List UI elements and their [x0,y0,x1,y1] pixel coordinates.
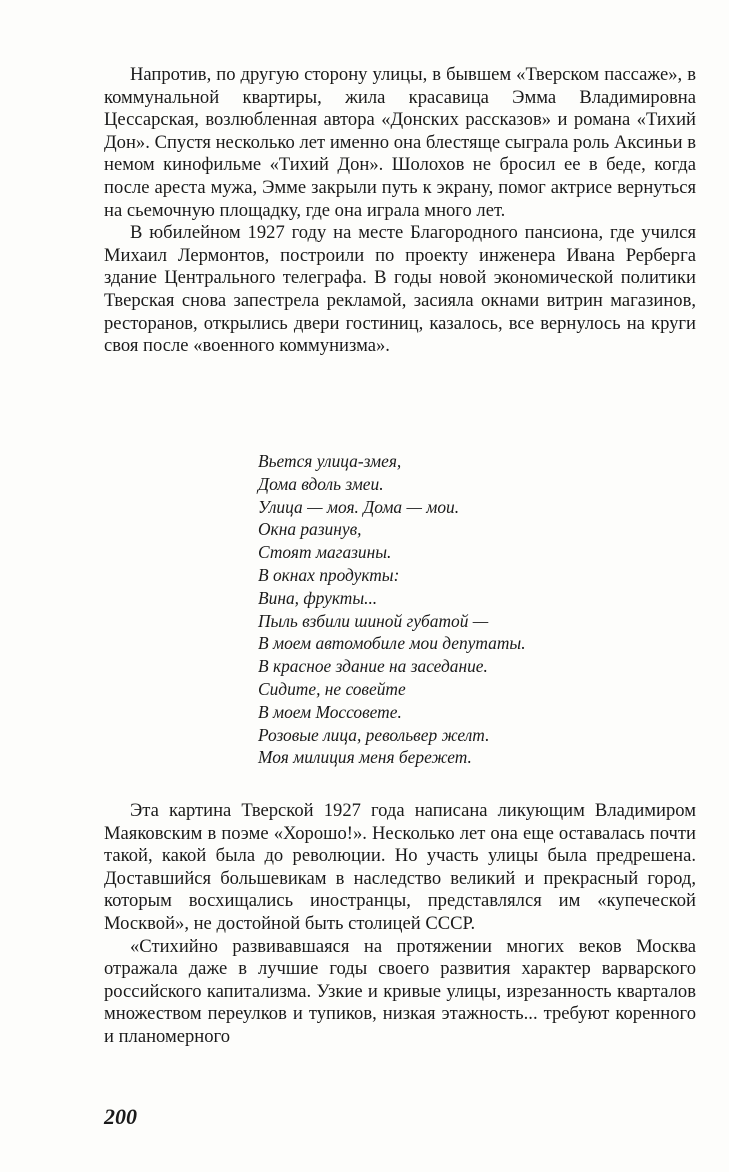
paragraph-tsessarskaya: Напротив, по другую сторону улицы, в бывшем «Тверском пассаже», в коммунальной квартиры, жила красавица Эмма Владимировна Цессарская, возлюбленная автора «Донских рассказов» и романа «Тихий Дон». Спустя несколько лет именно она блестяще сыграла роль Аксиньи в немом кинофильме «Тихий Дон». Шолохов не бросил ее в беде, когда после ареста мужа, Эмме закрыли путь к экрану, помог актрисе вернуться на сьемочную площадку, где она играла много лет. [104,64,696,221]
poem-line: Пыль взбили шиной губатой — [258,610,489,631]
text-block-top [104,64,696,358]
poem-line: Окна разинув, [258,519,362,540]
paragraph-quote: «Стихийно развивавшаяся на протяжении многих веков Москва отражала даже в лучшие годы своего развития характер варварского российского капитализма. Узкие и кривые улицы, изрезанность кварталов множеством переулков и тупиков, низкая этажность... требуют коренного и планомерного [104,935,696,1047]
paragraph-mayakovsky: Эта картина Тверской 1927 года написана ликующим Владимиром Маяковским в поэме «Хорошо!». Несколько лет она еще оставалась почти такой, какой была до революции. Но участь улицы была предрешена. Доставшийся большевикам в наследство великий и прекрасный город, которым восхищались иностранцы, представлялся им «купеческой Москвой», не достойной быть столицей СССР. [104,800,696,934]
poem-line: В окнах продукты: [258,564,400,585]
poem-line: Улица — моя. Дома — мои. [258,496,460,517]
poem-line: В красное здание на заседание. [258,656,488,677]
poem-line: Розовые лица, револьвер желт. [258,724,490,745]
poem-line: Моя милиция меня бережет. [258,747,472,768]
paragraph-telegraph: В юбилейном 1927 году на месте Благородного пансиона, где учился Михаил Лермонтов, построили по проекту инженера Ивана Рерберга здание Центрального телеграфа. В годы новой экономической политики Тверская снова запестрела рекламой, засияла окнами витрин магазинов, ресторанов, открылись двери гостиниц, казалось, все вернулось на круги своя после «военного коммунизма». [104,222,696,357]
poem-line: Сидите, не совейте [258,678,406,699]
poem-line: Дома вдоль змеи. [258,473,384,494]
page-number: 200 [104,1104,137,1129]
poem-line: Стоят магазины. [258,542,392,563]
poem-line: Вьется улица-змея, [258,451,402,471]
poem-line: В моем автомобиле мои депутаты. [258,633,526,654]
poem-line: В моем Моссовете. [258,701,402,722]
poem-stanza [258,450,688,769]
poem-line: Вина, фрукты... [258,587,378,608]
text-block-bottom [104,800,696,1049]
